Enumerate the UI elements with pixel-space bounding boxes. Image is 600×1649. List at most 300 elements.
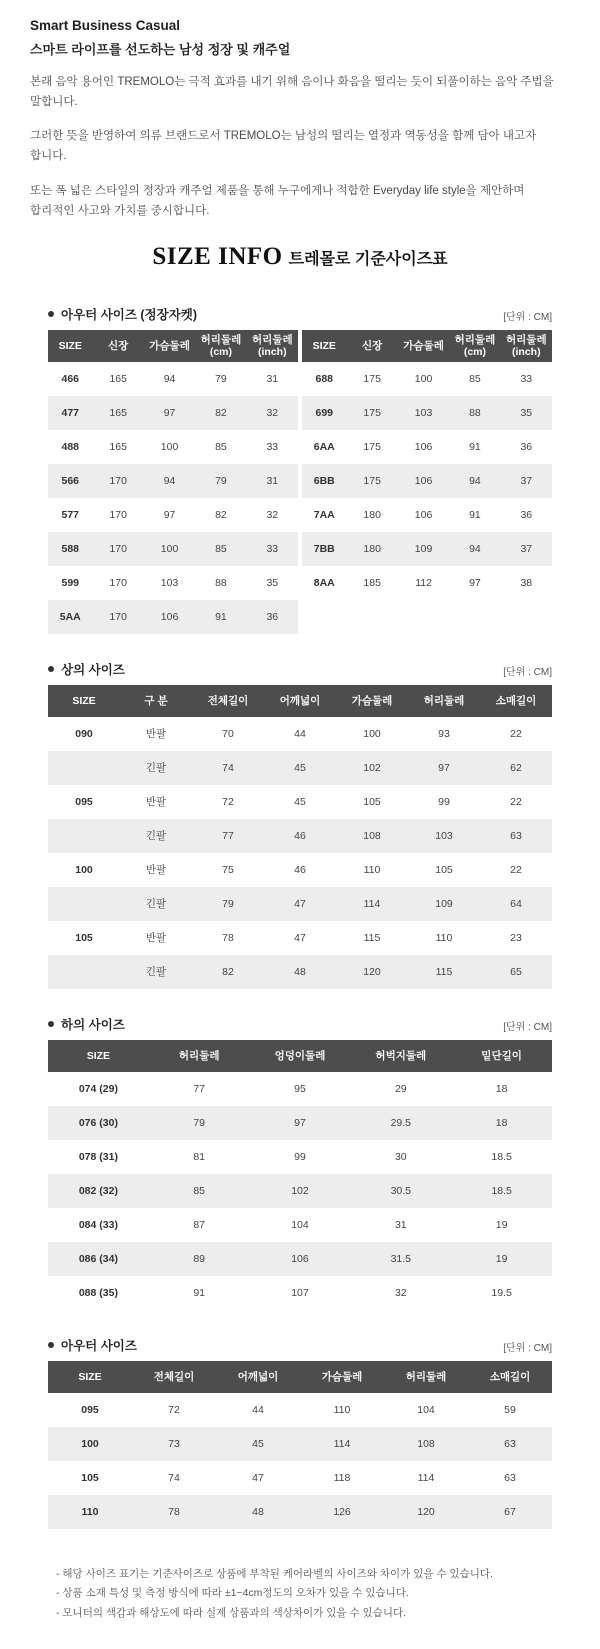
bullet-icon [48, 666, 54, 672]
row-value-cell: 165 [93, 430, 144, 464]
row-value-cell: 102 [336, 751, 408, 785]
row-size-cell: 088 (35) [48, 1276, 149, 1310]
row-value-cell: 97 [449, 566, 500, 600]
row-value-cell: 99 [408, 785, 480, 819]
row-value-cell: 112 [398, 566, 449, 600]
row-size-cell: 566 [48, 464, 93, 498]
section-outer-suit-head [48, 305, 552, 323]
row-size-cell: 105 [48, 1461, 132, 1495]
row-size-cell: 095 [48, 785, 120, 819]
section-outer-suit-title-wrap [48, 305, 197, 323]
section-top-title: 상의 사이즈 [61, 662, 125, 677]
column-header: SIZE [302, 330, 347, 362]
row-value-cell: 79 [195, 464, 246, 498]
row-value-cell: 100 [144, 532, 195, 566]
row-value-cell: 91 [195, 600, 246, 634]
table-row [302, 362, 552, 396]
row-value-cell: 114 [384, 1461, 468, 1495]
row-value-cell: 82 [192, 955, 264, 989]
row-value-cell: 36 [501, 498, 552, 532]
row-value-cell: 반팔 [120, 853, 192, 887]
row-value-cell: 82 [195, 498, 246, 532]
bottom-size-table [48, 1040, 552, 1310]
column-header: 신장 [93, 330, 144, 362]
row-value-cell: 103 [398, 396, 449, 430]
row-value-cell: 38 [501, 566, 552, 600]
row-value-cell: 114 [336, 887, 408, 921]
row-value-cell: 180 [347, 532, 398, 566]
row-value-cell: 35 [501, 396, 552, 430]
row-value-cell: 65 [480, 955, 552, 989]
column-header: 허리둘레 (inch) [501, 330, 552, 362]
note-3: - 모니터의 색감과 해상도에 따라 실제 상품과의 색상차이가 있을 수 있습니다. [56, 1606, 407, 1619]
row-value-cell: 97 [408, 751, 480, 785]
section-outer-unit: [단위 : CM] [503, 1342, 552, 1354]
outer-suit-tables [48, 330, 552, 634]
table-row [48, 751, 552, 785]
column-header: 신장 [347, 330, 398, 362]
row-value-cell: 48 [216, 1495, 300, 1529]
row-size-cell: 084 (33) [48, 1208, 149, 1242]
column-header: 어깨넓이 [216, 1361, 300, 1393]
row-value-cell: 94 [449, 464, 500, 498]
row-value-cell: 79 [195, 362, 246, 396]
row-value-cell: 18.5 [451, 1174, 552, 1208]
row-value-cell: 85 [195, 532, 246, 566]
column-header: 엉덩이둘레 [250, 1040, 351, 1072]
row-value-cell: 114 [300, 1427, 384, 1461]
row-value-cell: 109 [408, 887, 480, 921]
column-header: 구 분 [120, 685, 192, 717]
row-value-cell: 110 [408, 921, 480, 955]
row-value-cell: 32 [247, 396, 298, 430]
row-value-cell: 106 [398, 430, 449, 464]
table-row [48, 717, 552, 751]
column-header: 허리둘레 [384, 1361, 468, 1393]
table-row [48, 1461, 552, 1495]
table-row [48, 785, 552, 819]
row-value-cell: 77 [192, 819, 264, 853]
row-value-cell: 32 [350, 1276, 451, 1310]
row-value-cell: 110 [336, 853, 408, 887]
row-value-cell: 108 [336, 819, 408, 853]
row-value-cell: 75 [192, 853, 264, 887]
row-value-cell: 30 [350, 1140, 451, 1174]
row-value-cell: 170 [93, 532, 144, 566]
row-value-cell: 91 [449, 430, 500, 464]
row-size-cell: 588 [48, 532, 93, 566]
table-row [48, 1393, 552, 1427]
row-size-cell: 466 [48, 362, 93, 396]
table-row [48, 362, 298, 396]
row-size-cell: 090 [48, 717, 120, 751]
row-value-cell: 115 [408, 955, 480, 989]
section-bottom [0, 1015, 600, 1310]
row-value-cell: 47 [264, 921, 336, 955]
row-value-cell: 31 [350, 1208, 451, 1242]
row-value-cell: 109 [398, 532, 449, 566]
row-value-cell: 77 [149, 1072, 250, 1106]
row-value-cell: 170 [93, 464, 144, 498]
table-row [302, 532, 552, 566]
row-size-cell: 105 [48, 921, 120, 955]
section-bottom-head [48, 1015, 552, 1033]
table-row [48, 1174, 552, 1208]
row-value-cell: 175 [347, 362, 398, 396]
row-value-cell: 88 [449, 396, 500, 430]
table-row [302, 396, 552, 430]
column-header: 허벅지둘레 [350, 1040, 451, 1072]
row-value-cell: 102 [250, 1174, 351, 1208]
row-value-cell: 120 [336, 955, 408, 989]
column-header: 허리둘레 (cm) [449, 330, 500, 362]
row-value-cell: 46 [264, 853, 336, 887]
row-value-cell: 81 [149, 1140, 250, 1174]
row-value-cell: 106 [250, 1242, 351, 1276]
row-size-cell: 488 [48, 430, 93, 464]
row-value-cell: 91 [449, 498, 500, 532]
row-value-cell: 175 [347, 430, 398, 464]
table-row [302, 566, 552, 600]
outer-suit-table-right [302, 330, 552, 600]
table-row [48, 498, 298, 532]
row-size-cell: 086 (34) [48, 1242, 149, 1276]
notes-block [0, 1555, 600, 1649]
note-2: - 상품 소재 특성 및 측정 방식에 따라 ±1~4cm정도의 오차가 있을 수 있습니다. [56, 1587, 409, 1600]
table-row [48, 464, 298, 498]
row-value-cell: 87 [149, 1208, 250, 1242]
row-value-cell: 78 [132, 1495, 216, 1529]
row-value-cell: 106 [144, 600, 195, 634]
table-row [48, 566, 298, 600]
note-1: - 해당 사이즈 표기는 기준사이즈로 상품에 부착된 케어라벨의 사이즈와 차이가 있을 수 있습니다. [56, 1567, 493, 1580]
row-value-cell: 165 [93, 362, 144, 396]
row-value-cell: 59 [468, 1393, 552, 1427]
row-size-cell: 100 [48, 853, 120, 887]
row-value-cell: 97 [144, 396, 195, 430]
row-value-cell: 94 [144, 362, 195, 396]
row-value-cell: 94 [144, 464, 195, 498]
top-size-table [48, 685, 552, 989]
column-header: SIZE [48, 330, 93, 362]
row-value-cell: 110 [300, 1393, 384, 1427]
brand-subtitle: 스마트 라이프를 선도하는 남성 정장 및 캐주얼 [30, 42, 291, 57]
row-size-cell: 076 (30) [48, 1106, 149, 1140]
row-value-cell: 105 [336, 785, 408, 819]
row-value-cell: 103 [144, 566, 195, 600]
section-top-head [48, 660, 552, 678]
row-size-cell: 7AA [302, 498, 347, 532]
row-value-cell: 46 [264, 819, 336, 853]
row-value-cell: 165 [93, 396, 144, 430]
row-value-cell: 93 [408, 717, 480, 751]
table-header-row [48, 1361, 552, 1393]
bullet-icon [48, 311, 54, 317]
row-value-cell: 67 [468, 1495, 552, 1529]
bullet-icon [48, 1021, 54, 1027]
row-value-cell: 긴팔 [120, 887, 192, 921]
row-value-cell: 31.5 [350, 1242, 451, 1276]
section-outer-suit [0, 305, 600, 634]
table-header-row [48, 330, 298, 362]
row-value-cell: 180 [347, 498, 398, 532]
row-value-cell: 36 [247, 600, 298, 634]
table-row [48, 1072, 552, 1106]
row-value-cell: 18 [451, 1072, 552, 1106]
row-value-cell: 63 [480, 819, 552, 853]
table-row [48, 600, 298, 634]
row-value-cell: 100 [336, 717, 408, 751]
row-value-cell: 22 [480, 853, 552, 887]
row-value-cell: 73 [132, 1427, 216, 1461]
row-value-cell: 74 [192, 751, 264, 785]
table-row [48, 955, 552, 989]
row-value-cell: 94 [449, 532, 500, 566]
row-value-cell: 36 [501, 430, 552, 464]
table-row [48, 430, 298, 464]
row-value-cell: 79 [192, 887, 264, 921]
row-value-cell: 170 [93, 498, 144, 532]
row-value-cell: 반팔 [120, 717, 192, 751]
row-size-cell [48, 751, 120, 785]
row-size-cell [48, 887, 120, 921]
row-size-cell: 6BB [302, 464, 347, 498]
size-info-heading [0, 243, 600, 271]
row-value-cell: 37 [501, 464, 552, 498]
row-value-cell: 긴팔 [120, 751, 192, 785]
row-value-cell: 32 [247, 498, 298, 532]
bullet-icon [48, 1342, 54, 1348]
row-value-cell: 104 [250, 1208, 351, 1242]
row-value-cell: 100 [398, 362, 449, 396]
row-value-cell: 118 [300, 1461, 384, 1495]
row-value-cell: 82 [195, 396, 246, 430]
row-size-cell: 074 (29) [48, 1072, 149, 1106]
column-header: 밑단길이 [451, 1040, 552, 1072]
row-size-cell: 7BB [302, 532, 347, 566]
row-value-cell: 107 [250, 1276, 351, 1310]
row-value-cell: 95 [250, 1072, 351, 1106]
row-size-cell: 599 [48, 566, 93, 600]
row-value-cell: 100 [144, 430, 195, 464]
row-value-cell: 108 [384, 1427, 468, 1461]
table-row [48, 887, 552, 921]
row-value-cell: 78 [192, 921, 264, 955]
row-value-cell: 반팔 [120, 921, 192, 955]
row-size-cell: 477 [48, 396, 93, 430]
section-top-title-wrap [48, 660, 125, 678]
section-top [0, 660, 600, 989]
intro-paragraph-3: 또는 폭 넓은 스타일의 정장과 캐주얼 제품을 통해 누구에게나 적합한 Everyday life style을 제안하며 합리적인 사고와 가치를 중시합니다. [30, 184, 525, 217]
column-header: SIZE [48, 1040, 149, 1072]
row-value-cell: 긴팔 [120, 955, 192, 989]
row-size-cell: 5AA [48, 600, 93, 634]
row-value-cell: 89 [149, 1242, 250, 1276]
row-size-cell: 095 [48, 1393, 132, 1427]
section-outer-suit-title: 아우터 사이즈 (정장자켓) [61, 307, 198, 322]
row-value-cell: 63 [468, 1427, 552, 1461]
column-header: 가슴둘레 [144, 330, 195, 362]
column-header: 허리둘레 (inch) [247, 330, 298, 362]
intro-paragraph-2: 그러한 뜻을 반영하여 의류 브랜드로서 TREMOLO는 남성의 떨리는 열정과 역동성을 함께 담아 내고자 합니다. [30, 130, 537, 163]
row-value-cell: 29.5 [350, 1106, 451, 1140]
table-row [302, 464, 552, 498]
row-value-cell: 105 [408, 853, 480, 887]
column-header: 전체길이 [132, 1361, 216, 1393]
table-row [48, 1140, 552, 1174]
section-bottom-unit: [단위 : CM] [503, 1021, 552, 1033]
row-value-cell: 33 [501, 362, 552, 396]
row-size-cell [48, 955, 120, 989]
table-row [48, 819, 552, 853]
row-value-cell: 45 [264, 785, 336, 819]
intro-paragraph-1: 본래 음악 용어인 TREMOLO는 극적 효과를 내기 위해 음이나 화음을 떨리는 듯이 되풀이하는 음악 주법을 말합니다. [30, 76, 554, 109]
table-header-row [302, 330, 552, 362]
row-value-cell: 70 [192, 717, 264, 751]
brand-title: Smart Business Casual [30, 18, 181, 33]
row-value-cell: 72 [132, 1393, 216, 1427]
row-size-cell: 110 [48, 1495, 132, 1529]
row-value-cell: 19 [451, 1242, 552, 1276]
table-row [48, 532, 298, 566]
row-value-cell: 22 [480, 717, 552, 751]
row-value-cell: 45 [264, 751, 336, 785]
row-value-cell: 63 [468, 1461, 552, 1495]
column-header: 소매길이 [480, 685, 552, 717]
row-value-cell: 85 [149, 1174, 250, 1208]
row-size-cell: 078 (31) [48, 1140, 149, 1174]
row-value-cell: 106 [398, 464, 449, 498]
table-row [48, 396, 298, 430]
column-header: 전체길이 [192, 685, 264, 717]
row-value-cell: 37 [501, 532, 552, 566]
table-row [302, 430, 552, 464]
row-value-cell: 64 [480, 887, 552, 921]
row-size-cell [48, 819, 120, 853]
row-value-cell: 33 [247, 532, 298, 566]
row-value-cell: 18.5 [451, 1140, 552, 1174]
row-value-cell: 99 [250, 1140, 351, 1174]
row-value-cell: 85 [195, 430, 246, 464]
outer-suit-table-right-wrap [302, 330, 552, 634]
row-size-cell: 100 [48, 1427, 132, 1461]
section-bottom-title-wrap [48, 1015, 125, 1033]
row-value-cell: 23 [480, 921, 552, 955]
row-value-cell: 97 [144, 498, 195, 532]
row-value-cell: 긴팔 [120, 819, 192, 853]
row-value-cell: 48 [264, 955, 336, 989]
row-value-cell: 22 [480, 785, 552, 819]
row-value-cell: 18 [451, 1106, 552, 1140]
row-value-cell: 47 [264, 887, 336, 921]
table-row [48, 1106, 552, 1140]
row-value-cell: 74 [132, 1461, 216, 1495]
section-outer [0, 1336, 600, 1529]
row-value-cell: 170 [93, 566, 144, 600]
table-row [48, 1427, 552, 1461]
section-outer-suit-unit: [단위 : CM] [503, 311, 552, 323]
row-value-cell: 45 [216, 1427, 300, 1461]
section-top-unit: [단위 : CM] [503, 666, 552, 678]
table-row [48, 1495, 552, 1529]
row-value-cell: 47 [216, 1461, 300, 1495]
outer-suit-table-left-wrap [48, 330, 298, 634]
row-value-cell: 120 [384, 1495, 468, 1529]
column-header: 가슴둘레 [300, 1361, 384, 1393]
column-header: SIZE [48, 685, 120, 717]
row-value-cell: 72 [192, 785, 264, 819]
section-outer-title: 아우터 사이즈 [61, 1338, 137, 1353]
table-row [48, 921, 552, 955]
outer-size-table [48, 1361, 552, 1529]
table-row [48, 1208, 552, 1242]
row-value-cell: 106 [398, 498, 449, 532]
table-header-row [48, 1040, 552, 1072]
column-header: 허리둘레 [149, 1040, 250, 1072]
row-value-cell: 79 [149, 1106, 250, 1140]
row-value-cell: 126 [300, 1495, 384, 1529]
size-info-title-kr: 트레몰로 기준사이즈표 [288, 250, 448, 268]
row-size-cell: 699 [302, 396, 347, 430]
row-value-cell: 35 [247, 566, 298, 600]
row-value-cell: 33 [247, 430, 298, 464]
row-value-cell: 31 [247, 362, 298, 396]
column-header: 가슴둘레 [336, 685, 408, 717]
table-row [302, 498, 552, 532]
row-value-cell: 91 [149, 1276, 250, 1310]
column-header: 어깨넓이 [264, 685, 336, 717]
row-value-cell: 97 [250, 1106, 351, 1140]
table-row [48, 1276, 552, 1310]
row-value-cell: 88 [195, 566, 246, 600]
table-row [48, 1242, 552, 1276]
row-value-cell: 19.5 [451, 1276, 552, 1310]
row-value-cell: 29 [350, 1072, 451, 1106]
row-size-cell: 6AA [302, 430, 347, 464]
table-header-row [48, 685, 552, 717]
row-value-cell: 115 [336, 921, 408, 955]
column-header: 허리둘레 [408, 685, 480, 717]
column-header: 허리둘레 (cm) [195, 330, 246, 362]
row-size-cell: 8AA [302, 566, 347, 600]
column-header: SIZE [48, 1361, 132, 1393]
table-row [48, 853, 552, 887]
row-value-cell: 44 [264, 717, 336, 751]
column-header: 소매길이 [468, 1361, 552, 1393]
size-info-title-en: SIZE INFO [152, 242, 283, 270]
row-size-cell: 082 (32) [48, 1174, 149, 1208]
row-value-cell: 반팔 [120, 785, 192, 819]
intro-block [0, 18, 600, 221]
section-bottom-title: 하의 사이즈 [61, 1017, 125, 1032]
section-outer-title-wrap [48, 1336, 137, 1354]
row-value-cell: 175 [347, 464, 398, 498]
row-size-cell: 577 [48, 498, 93, 532]
row-value-cell: 30.5 [350, 1174, 451, 1208]
row-value-cell: 170 [93, 600, 144, 634]
row-value-cell: 185 [347, 566, 398, 600]
row-value-cell: 44 [216, 1393, 300, 1427]
row-value-cell: 104 [384, 1393, 468, 1427]
row-value-cell: 62 [480, 751, 552, 785]
section-outer-head [48, 1336, 552, 1354]
row-value-cell: 31 [247, 464, 298, 498]
row-value-cell: 175 [347, 396, 398, 430]
column-header: 가슴둘레 [398, 330, 449, 362]
row-value-cell: 85 [449, 362, 500, 396]
row-value-cell: 19 [451, 1208, 552, 1242]
outer-suit-table-left [48, 330, 298, 634]
